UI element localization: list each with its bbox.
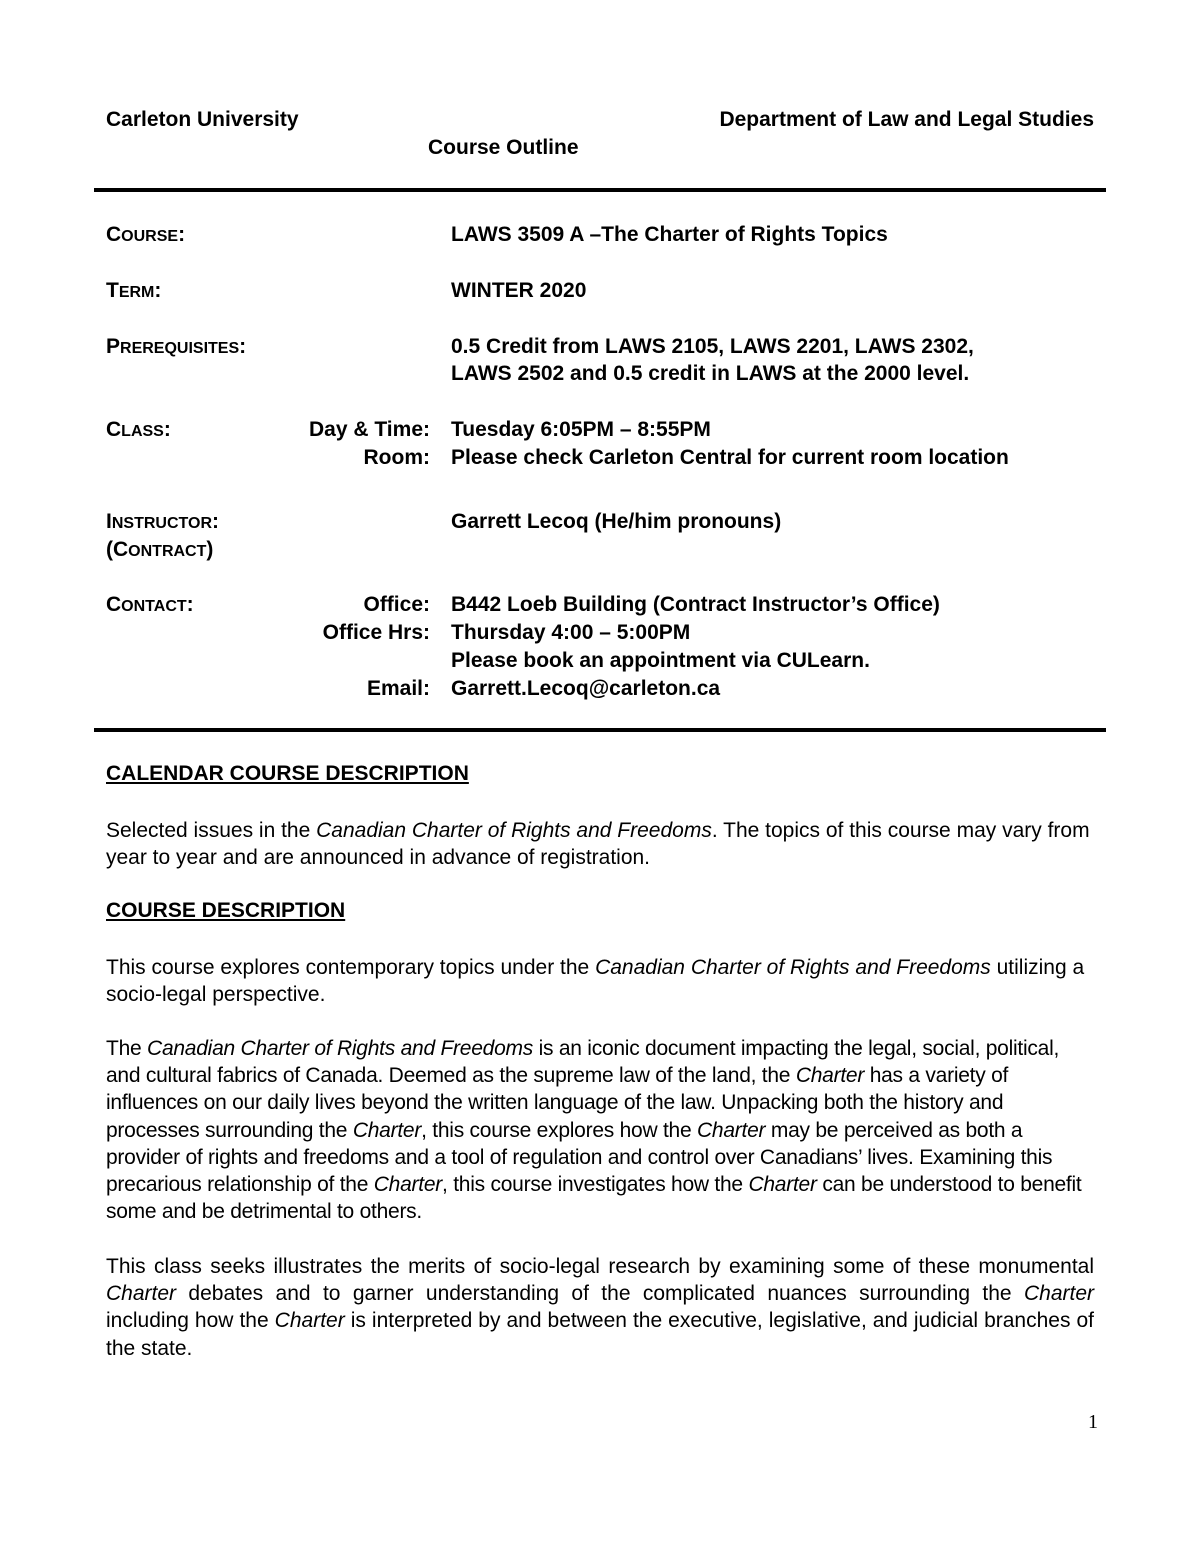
contract-label: (CONTRACT): [106, 538, 214, 561]
prerequisites-label: PREREQUISITES:: [106, 335, 247, 358]
bottom-divider: [94, 728, 1106, 732]
contact-label: CONTACT:: [106, 593, 194, 616]
office-value: B442 Loeb Building (Contract Instructor’s Office): [451, 593, 940, 616]
document-subtitle: Course Outline: [428, 136, 579, 159]
email-value[interactable]: Garrett.Lecoq@carleton.ca: [451, 677, 721, 700]
department-name: Department of Law and Legal Studies: [719, 108, 1094, 131]
top-divider: [94, 188, 1106, 192]
course-description-paragraph-1: This course explores contemporary topics under the Canadian Charter of Rights and Freedoms utilizing a socio-legal perspective.: [106, 956, 1085, 1007]
prerequisites-line-1: 0.5 Credit from LAWS 2105, LAWS 2201, LAWS 2302,: [451, 335, 974, 358]
room-label: Room:: [363, 446, 430, 469]
day-time-value: Tuesday 6:05PM – 8:55PM: [451, 418, 711, 441]
office-hours-label: Office Hrs:: [322, 621, 430, 644]
office-label: Office:: [363, 593, 430, 616]
university-name: Carleton University: [106, 108, 299, 131]
room-value: Please check Carleton Central for current room location: [451, 446, 1009, 469]
day-time-label: Day & Time:: [309, 418, 430, 441]
office-hours-value: Thursday 4:00 – 5:00PM: [451, 621, 691, 644]
course-description-paragraph-2: The Canadian Charter of Rights and Freedoms is an iconic document impacting the legal, social, political, and cultural fabrics of Canada. Deemed as the supreme law of the land, the Charter has a variety of influences on our daily lives beyond the written language of the law. Unpacking both the history and processes surrounding the Charter, this course explores how the Charter may be perceived as both a provider of rights and freedoms and a tool of regulation and control over Canadians’ lives. Examining this precarious relationship of the Charter, this course investigates how the Charter can be understood to benefit some and be detrimental to others.: [106, 1037, 1082, 1224]
term-value: WINTER 2020: [451, 279, 587, 302]
course-value: LAWS 3509 A –The Charter of Rights Topics: [451, 223, 888, 246]
calendar-description-heading: CALENDAR COURSE DESCRIPTION: [106, 762, 469, 785]
term-label: TERM:: [106, 279, 162, 302]
class-label: CLASS:: [106, 418, 171, 441]
instructor-name: Garrett Lecoq (He/him pronouns): [451, 510, 782, 533]
instructor-label: INSTRUCTOR:: [106, 510, 219, 533]
calendar-description-paragraph: Selected issues in the Canadian Charter of Rights and Freedoms. The topics of this course may vary from year to year and are announced in advance of registration.: [106, 819, 1090, 870]
course-label: COURSE:: [106, 223, 186, 246]
appointment-note: Please book an appointment via CULearn.: [451, 649, 870, 672]
prerequisites-line-2: LAWS 2502 and 0.5 credit in LAWS at the 2000 level.: [451, 362, 970, 385]
course-description-heading: COURSE DESCRIPTION: [106, 899, 346, 922]
course-description-paragraph-3: This class seeks illustrates the merits of socio-legal research by examining some of these monumental Charter debates and to garner understanding of the complicated nuances surrounding the Charter including how the Charter is interpreted by and between the executive, legislative, and judicial branches of the state.: [106, 1255, 1094, 1360]
email-label: Email:: [366, 677, 430, 700]
page-number: 1: [1088, 1411, 1098, 1433]
